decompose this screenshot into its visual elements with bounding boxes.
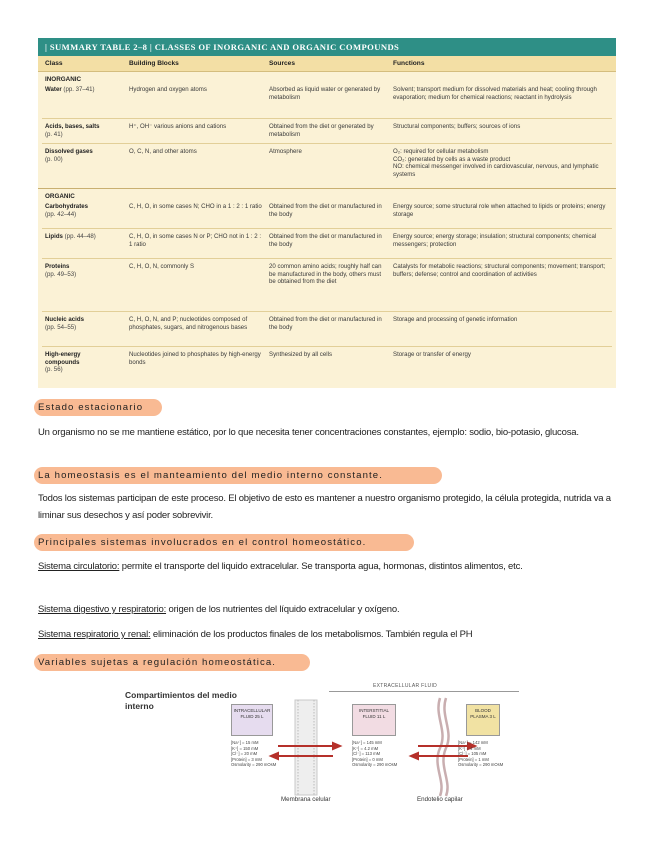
paragraph-homeostasis: Todos los sistemas participan de este proceso. El objetivo de esto es mantener a nuestro organismo protegido, la célula protegida, nutrida va a liminar sus desechos y así poder sobrevivir. xyxy=(38,493,611,521)
row-class-name: Dissolved gases xyxy=(45,148,93,155)
extracellular-label: EXTRACELLULAR FLUID xyxy=(373,683,438,689)
icf-ion-list xyxy=(231,740,276,768)
row-divider xyxy=(42,118,612,119)
row-page-ref: (pp. 42–44) xyxy=(45,210,77,218)
ion-value: [Na⁺] = 142 mM xyxy=(458,740,488,745)
paragraph-sistema-circulatorio xyxy=(38,558,618,575)
row-building-blocks: C, H, O, in some cases N; CHO in a 1 : 2 : 1 ratio xyxy=(129,203,262,210)
row-building-blocks: C, H, O, N, commonly S xyxy=(129,263,195,270)
membrane-caption: Membrana celular xyxy=(281,796,331,803)
row-divider xyxy=(42,228,612,229)
table-heading: | SUMMARY TABLE 2–8 | CLASSES OF INORGANIC AND ORGANIC COMPOUNDS xyxy=(38,38,616,56)
row-sources: 20 common amino acids; roughly half can be manufactured in the body, others must be obtained from the diet xyxy=(269,263,382,285)
ion-value: [Protein] = 0 mM xyxy=(352,756,383,762)
ion-value: [Cl⁻] = 105 mM xyxy=(458,751,487,756)
col-building-blocks: Building Blocks xyxy=(129,60,179,67)
ion-value: [K⁺] = 4.2 mM xyxy=(352,745,379,751)
figure-title: Compartimientos del medio interno xyxy=(125,690,237,711)
cell-membrane xyxy=(295,700,317,795)
row-sources: Absorbed as liquid water or generated by metabolism xyxy=(269,86,381,101)
heading-estado-estacionario: Estado estacionario xyxy=(34,399,162,416)
row-building-blocks: C, H, O, N, and P; nucleotides composed of phosphates, sugars, and nitrogenous bases xyxy=(129,316,248,331)
row-sources: Obtained from the diet or manufactured in the body xyxy=(269,316,382,331)
row-divider xyxy=(42,346,612,347)
isf-ion-list xyxy=(352,740,397,768)
row-building-blocks: O, C, N, and other atoms xyxy=(129,148,197,155)
ion-value: [Cl⁻] = 113 mM xyxy=(352,751,381,756)
row-divider xyxy=(42,258,612,259)
blood-plasma-box: BLOOD PLASMA 3 L xyxy=(466,704,500,736)
text-sistema-renal: eliminación de los productos finales de los metabolismos. También regula el PH xyxy=(150,629,473,640)
row-sources: Obtained from the diet or manufactured in the body xyxy=(269,233,382,248)
capillary-caption: Endotelio capilar xyxy=(417,796,463,803)
heading-sistemas: Principales sistemas involucrados en el control homeostático. xyxy=(34,534,414,551)
row-class-name: Carbohydrates xyxy=(45,203,89,210)
col-functions: Functions xyxy=(393,60,425,67)
row-page-ref: (pp. 44–48) xyxy=(64,233,96,240)
label-sistema-digestivo: Sistema digestivo y respiratorio: xyxy=(38,604,167,615)
row-class-name: High-energy compounds xyxy=(45,351,81,366)
row-page-ref: (p. 56) xyxy=(45,366,63,373)
section-inorganic: INORGANIC xyxy=(45,76,82,83)
compartments-figure xyxy=(118,676,523,806)
row-building-blocks: C, H, O, in some cases N or P; CHO not in 1 : 2 : 1 ratio xyxy=(129,233,262,248)
row-functions: Energy source; energy storage; insulation; structural components; chemical messengers; protection xyxy=(393,233,597,248)
ion-value: [K⁺] = 4 mM xyxy=(458,745,481,751)
row-page-ref: (p. 41) xyxy=(45,130,63,138)
row-page-ref: (pp. 54–55) xyxy=(45,323,77,331)
ion-value: [Protein] = 1 mM xyxy=(458,756,489,762)
row-building-blocks: H⁺, OH⁻ various anions and cations xyxy=(129,123,227,130)
paragraph-sistema-digestivo xyxy=(38,601,618,618)
row-sources: Synthesized by all cells xyxy=(269,351,332,358)
row-building-blocks: Nucleotides joined to phosphates by high-energy bonds xyxy=(129,351,261,366)
heading-variables: Variables sujetas a regulación homeostática. xyxy=(34,654,310,671)
ion-value: [Cl⁻] = 20 mM xyxy=(231,751,258,756)
row-divider xyxy=(42,311,612,312)
ion-value: [Na⁺] = 145 mM xyxy=(352,740,382,745)
col-class: Class xyxy=(45,60,63,67)
ion-value: Osmolarity = 290 mOsM xyxy=(458,762,504,767)
row-class-name: Lipids xyxy=(45,233,63,240)
row-class-name: Nucleic acids xyxy=(45,316,84,323)
row-class-name: Acids, bases, salts xyxy=(45,123,100,130)
ion-value: [Protein] = 3 mM xyxy=(231,756,262,762)
interstitial-fluid-box: INTERSTITIAL FLUID 11 L xyxy=(352,704,396,736)
ion-value: [K⁺] = 150 mM xyxy=(231,745,259,751)
row-functions: O₂: required for cellular metabolism CO₂: generated by cells as a waste product NO: chemical messenger involved in cardiovascular, nervous, and lymphatic systems xyxy=(393,148,599,178)
row-sources: Atmosphere xyxy=(269,148,302,155)
text-sistema-circulatorio: permite el transporte del liquido extracelular. Se transporta agua, hormonas, distintos alimentos, etc. xyxy=(119,561,523,572)
section-divider xyxy=(38,188,616,189)
label-sistema-renal: Sistema respiratorio y renal: xyxy=(38,629,151,640)
row-divider xyxy=(42,143,612,144)
row-functions: Catalysts for metabolic reactions; structural components; movement; transport; buffers; defense; control and coordination of activities xyxy=(393,263,606,278)
intracellular-fluid-box: INTRACELLULAR FLUID 25 L xyxy=(231,704,273,736)
text-sistema-digestivo: origen de los nutrientes del líquido extracelular y oxígeno. xyxy=(166,604,400,615)
ion-value: [Na⁺] = 15 mM xyxy=(231,740,259,745)
row-sources: Obtained from the diet or manufactured in the body xyxy=(269,203,382,218)
summary-table xyxy=(38,38,616,388)
plasma-ion-list xyxy=(458,740,503,768)
row-functions: Energy source; some structural role when attached to lipids or proteins; energy storage xyxy=(393,203,606,218)
table-column-headers xyxy=(38,56,616,72)
row-page-ref: (pp. 37–41) xyxy=(63,86,95,93)
label-sistema-circulatorio: Sistema circulatorio: xyxy=(38,561,120,572)
row-functions: Structural components; buffers; sources of ions xyxy=(393,123,521,130)
row-page-ref: (p. 00) xyxy=(45,155,63,163)
paragraph-estado: Un organismo no se me mantiene estático, por lo que necesita tener concentraciones constantes, ejemplo: sodio, bio-potasio, glucosa. xyxy=(38,427,579,438)
row-sources: Obtained from the diet or generated by metabolism xyxy=(269,123,374,138)
row-building-blocks: Hydrogen and oxygen atoms xyxy=(129,86,207,93)
section-organic: ORGANIC xyxy=(45,193,75,200)
row-class-name: Proteins xyxy=(45,263,70,270)
col-sources: Sources xyxy=(269,60,296,67)
row-functions: Solvent; transport medium for dissolved materials and heat; cooling through evaporation; medium for chemical reactions; reactant in hydrolysis xyxy=(393,86,597,101)
ion-value: Osmolarity = 290 mOsM xyxy=(352,762,398,767)
row-functions: Storage and processing of genetic information xyxy=(393,316,518,323)
row-page-ref: (pp. 49–53) xyxy=(45,270,77,278)
row-class-name: Water xyxy=(45,86,62,93)
ion-value: Osmolarity = 290 mOsM xyxy=(231,762,277,767)
heading-homeostasis: La homeostasis es el manteamiento del medio interno constante. xyxy=(34,467,442,484)
row-functions: Storage or transfer of energy xyxy=(393,351,471,358)
paragraph-sistema-renal xyxy=(38,626,618,643)
